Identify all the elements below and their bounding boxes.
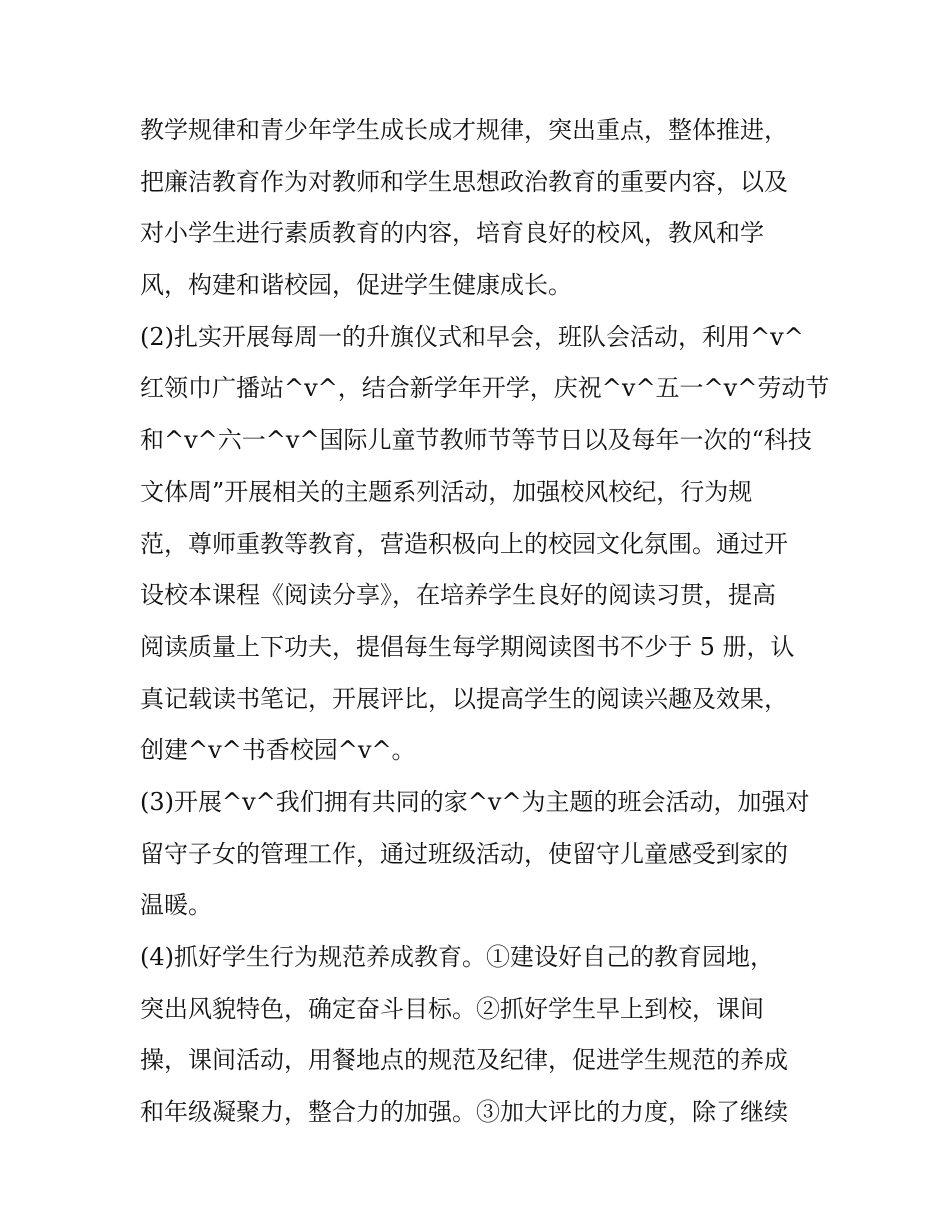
text-line: 和^v^六一^v^国际儿童节教师节等节日以及每年一次的“科技 — [140, 426, 812, 455]
text-line: (2)扎实开展每周一的升旗仪式和早会，班队会活动，利用^v^ — [140, 322, 804, 351]
text-line: 真记载读书笔记，开展评比，以提高学生的阅读兴趣及效果， — [140, 684, 788, 713]
text-line: 教学规律和青少年学生成长成才规律，突出重点，整体推进， — [140, 116, 788, 144]
text-line: 操，课间活动，用餐地点的规范及纪律，促进学生规范的养成 — [140, 1046, 788, 1075]
text-line: 把廉洁教育作为对教师和学生思想政治教育的重要内容，以及 — [140, 167, 788, 196]
text-line: 风，构建和谐校园，促进学生健康成长。 — [140, 271, 572, 300]
text-line: 对小学生进行素质教育的内容，培育良好的校风，教风和学 — [140, 219, 764, 248]
text-line: 范，尊师重教等教育，营造积极向上的校园文化氛围。通过开 — [140, 529, 788, 558]
text-line: (4)抓好学生行为规范养成教育。①建设好自己的教育园地， — [140, 943, 774, 971]
text-line: 文体周”开展相关的主题系列活动，加强校风校纪，行为规 — [140, 477, 753, 506]
text-line: 和年级凝聚力，整合力的加强。③加大评比的力度，除了继续 — [140, 1098, 788, 1127]
text-line: 红领巾广播站^v^，结合新学年开学，庆祝^v^五一^v^劳动节 — [140, 374, 830, 403]
text-line: 设校本课程《阅读分享》，在培养学生良好的阅读习贯，提高 — [140, 581, 776, 610]
text-line: 创建^v^书香校园^v^。 — [140, 736, 416, 765]
text-line: 阅读质量上下功夫，提倡每生每学期阅读图书不少于 5 册，认 — [140, 632, 795, 661]
text-line: 突出风貌特色，确定奋斗目标。②抓好学生早上到校，课间 — [140, 994, 764, 1023]
text-line: 留守子女的管理工作，通过班级活动，使留守儿童感受到家的 — [140, 839, 788, 868]
text-line: 温暖。 — [140, 891, 212, 920]
text-line: (3)开展^v^我们拥有共同的家^v^为主题的班会活动，加强对 — [140, 787, 810, 816]
body-text — [140, 105, 830, 1139]
